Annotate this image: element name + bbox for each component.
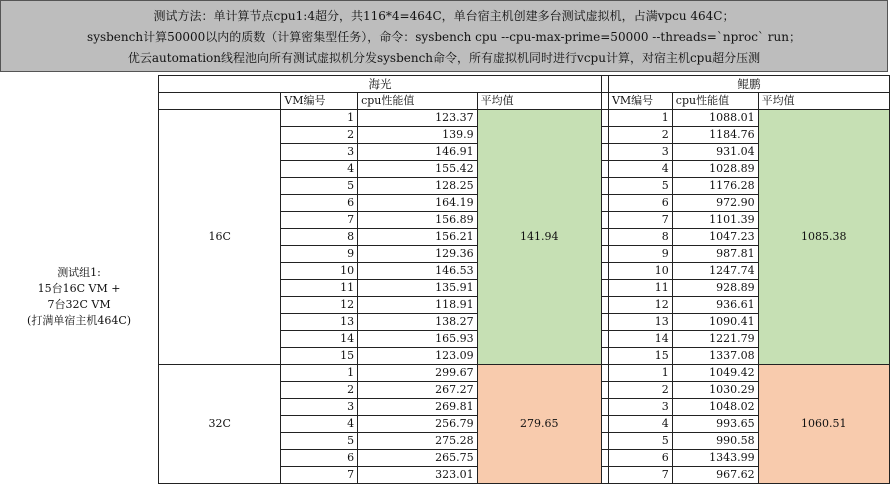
cpu-perf-a: 269.81 xyxy=(358,399,478,416)
column-gap xyxy=(601,127,608,144)
cpu-perf-b: 928.89 xyxy=(672,280,758,297)
platform-b-header: 鲲鹏 xyxy=(608,76,889,93)
cpu-perf-a: 139.9 xyxy=(358,127,478,144)
average-b: 1085.38 xyxy=(758,110,889,365)
cpu-perf-b: 1049.42 xyxy=(672,365,758,382)
vm-no-a: 9 xyxy=(281,246,358,263)
column-gap xyxy=(601,229,608,246)
vm-no-a: 11 xyxy=(281,280,358,297)
column-gap xyxy=(601,348,608,365)
cpu-perf-a: 129.36 xyxy=(358,246,478,263)
vm-no-b: 15 xyxy=(608,348,672,365)
vm-no-a: 5 xyxy=(281,178,358,195)
vm-no-a: 10 xyxy=(281,263,358,280)
cpu-perf-a: 165.93 xyxy=(358,331,478,348)
table-row xyxy=(0,110,890,127)
vm-no-b: 4 xyxy=(608,416,672,433)
cpu-perf-a: 267.27 xyxy=(358,382,478,399)
vm-no-a: 7 xyxy=(281,467,358,484)
column-gap xyxy=(601,314,608,331)
cpu-perf-b: 1176.28 xyxy=(672,178,758,195)
cpu-perf-b: 1028.89 xyxy=(672,161,758,178)
vm-no-b: 11 xyxy=(608,280,672,297)
vm-no-b: 7 xyxy=(608,467,672,484)
cpu-perf-b: 1048.02 xyxy=(672,399,758,416)
vm-no-a: 6 xyxy=(281,195,358,212)
cpu-perf-a: 135.91 xyxy=(358,280,478,297)
cpu-perf-b: 987.81 xyxy=(672,246,758,263)
vm-no-a: 3 xyxy=(281,399,358,416)
col-avg-a: 平均值 xyxy=(477,93,601,110)
vm-no-a: 4 xyxy=(281,416,358,433)
col-cpu-perf-a: cpu性能值 xyxy=(358,93,478,110)
cpu-perf-b: 936.61 xyxy=(672,297,758,314)
cpu-perf-b: 1030.29 xyxy=(672,382,758,399)
vm-config-cell: 32C xyxy=(159,365,281,484)
vm-no-a: 2 xyxy=(281,382,358,399)
cpu-perf-a: 323.01 xyxy=(358,467,478,484)
vm-no-a: 12 xyxy=(281,297,358,314)
vm-no-a: 5 xyxy=(281,433,358,450)
results-table-body xyxy=(0,76,890,484)
cpu-perf-a: 146.53 xyxy=(358,263,478,280)
cpu-perf-b: 1337.08 xyxy=(672,348,758,365)
cpu-perf-a: 265.75 xyxy=(358,450,478,467)
vm-no-a: 8 xyxy=(281,229,358,246)
column-gap xyxy=(601,178,608,195)
cpu-perf-a: 156.89 xyxy=(358,212,478,229)
cpu-perf-a: 155.42 xyxy=(358,161,478,178)
cpu-perf-a: 156.21 xyxy=(358,229,478,246)
vm-no-a: 3 xyxy=(281,144,358,161)
col-vm-no-a: VM编号 xyxy=(281,93,358,110)
vm-no-a: 2 xyxy=(281,127,358,144)
cpu-perf-b: 1184.76 xyxy=(672,127,758,144)
cpu-perf-b: 1090.41 xyxy=(672,314,758,331)
column-gap xyxy=(601,246,608,263)
column-gap xyxy=(601,280,608,297)
col-cpu-perf-b: cpu性能值 xyxy=(672,93,758,110)
vm-no-b: 9 xyxy=(608,246,672,263)
cpu-perf-a: 123.37 xyxy=(358,110,478,127)
cpu-perf-b: 1088.01 xyxy=(672,110,758,127)
column-gap xyxy=(601,365,608,382)
cpu-perf-a: 128.25 xyxy=(358,178,478,195)
cpu-perf-a: 256.79 xyxy=(358,416,478,433)
vm-no-a: 4 xyxy=(281,161,358,178)
test-group-line2: 15台16C VM + xyxy=(37,281,121,295)
column-gap xyxy=(601,331,608,348)
column-gap xyxy=(601,144,608,161)
banner-line-2: sysbench计算50000以内的质数（计算密集型任务），命令：sysbench cpu --cpu-max-prime=50000 --threads=`nproc` run； xyxy=(87,30,801,44)
col-vm-no-b: VM编号 xyxy=(608,93,672,110)
average-b: 1060.51 xyxy=(758,365,889,484)
cpu-perf-b: 1343.99 xyxy=(672,450,758,467)
test-group-line4: (打满单宿主机464C) xyxy=(27,313,132,327)
cpu-perf-b: 990.58 xyxy=(672,433,758,450)
cpu-perf-b: 931.04 xyxy=(672,144,758,161)
cpu-perf-a: 146.91 xyxy=(358,144,478,161)
cpu-perf-b: 1101.39 xyxy=(672,212,758,229)
vm-no-a: 1 xyxy=(281,365,358,382)
col-avg-b: 平均值 xyxy=(758,93,889,110)
test-group-line1: 测试组1: xyxy=(57,265,101,279)
column-gap xyxy=(601,161,608,178)
cpu-perf-a: 299.67 xyxy=(358,365,478,382)
vm-no-b: 6 xyxy=(608,195,672,212)
vm-no-b: 1 xyxy=(608,110,672,127)
column-gap xyxy=(601,399,608,416)
vm-no-b: 7 xyxy=(608,212,672,229)
test-method-banner xyxy=(0,0,888,72)
column-gap xyxy=(601,110,608,127)
cpu-perf-a: 118.91 xyxy=(358,297,478,314)
column-gap xyxy=(601,416,608,433)
results-table xyxy=(0,75,890,484)
vm-no-b: 2 xyxy=(608,382,672,399)
banner-line-1: 测试方法：单计算节点cpu1:4超分，共116*4=464C，单台宿主机创建多台测试虚拟机，占满vpcu 464C； xyxy=(153,9,735,23)
column-header-row xyxy=(0,93,890,110)
platform-header-row xyxy=(0,76,890,93)
average-a: 141.94 xyxy=(477,110,601,365)
cpu-perf-a: 123.09 xyxy=(358,348,478,365)
vm-no-b: 1 xyxy=(608,365,672,382)
cpu-perf-b: 1047.23 xyxy=(672,229,758,246)
vm-no-a: 1 xyxy=(281,110,358,127)
vm-no-a: 7 xyxy=(281,212,358,229)
test-group-label xyxy=(0,110,159,484)
column-gap xyxy=(601,263,608,280)
platform-a-header: 海光 xyxy=(159,76,602,93)
vm-no-b: 5 xyxy=(608,178,672,195)
column-gap xyxy=(601,433,608,450)
vm-no-b: 13 xyxy=(608,314,672,331)
column-gap xyxy=(601,467,608,484)
vm-no-b: 5 xyxy=(608,433,672,450)
column-gap xyxy=(601,212,608,229)
cpu-perf-b: 967.62 xyxy=(672,467,758,484)
cpu-perf-a: 138.27 xyxy=(358,314,478,331)
column-gap xyxy=(601,382,608,399)
vm-no-b: 14 xyxy=(608,331,672,348)
banner-line-3: 优云automation线程池向所有测试虚拟机分发sysbench命令，所有虚拟机同时进行vcpu计算，对宿主机cpu超分压测 xyxy=(127,51,761,65)
cpu-perf-b: 1247.74 xyxy=(672,263,758,280)
average-a: 279.65 xyxy=(477,365,601,484)
vm-no-b: 8 xyxy=(608,229,672,246)
vm-no-b: 2 xyxy=(608,127,672,144)
vm-no-b: 6 xyxy=(608,450,672,467)
column-gap xyxy=(601,195,608,212)
vm-no-a: 15 xyxy=(281,348,358,365)
test-group-line3: 7台32C VM xyxy=(47,297,111,311)
vm-no-a: 6 xyxy=(281,450,358,467)
vm-config-cell: 16C xyxy=(159,110,281,365)
vm-no-b: 3 xyxy=(608,144,672,161)
cpu-perf-a: 275.28 xyxy=(358,433,478,450)
vm-no-b: 4 xyxy=(608,161,672,178)
column-gap xyxy=(601,450,608,467)
cpu-perf-a: 164.19 xyxy=(358,195,478,212)
vm-no-b: 3 xyxy=(608,399,672,416)
vm-no-b: 10 xyxy=(608,263,672,280)
vm-no-a: 13 xyxy=(281,314,358,331)
vm-no-b: 12 xyxy=(608,297,672,314)
vm-no-a: 14 xyxy=(281,331,358,348)
cpu-perf-b: 1221.79 xyxy=(672,331,758,348)
cpu-perf-b: 993.65 xyxy=(672,416,758,433)
column-gap xyxy=(601,297,608,314)
cpu-perf-b: 972.90 xyxy=(672,195,758,212)
